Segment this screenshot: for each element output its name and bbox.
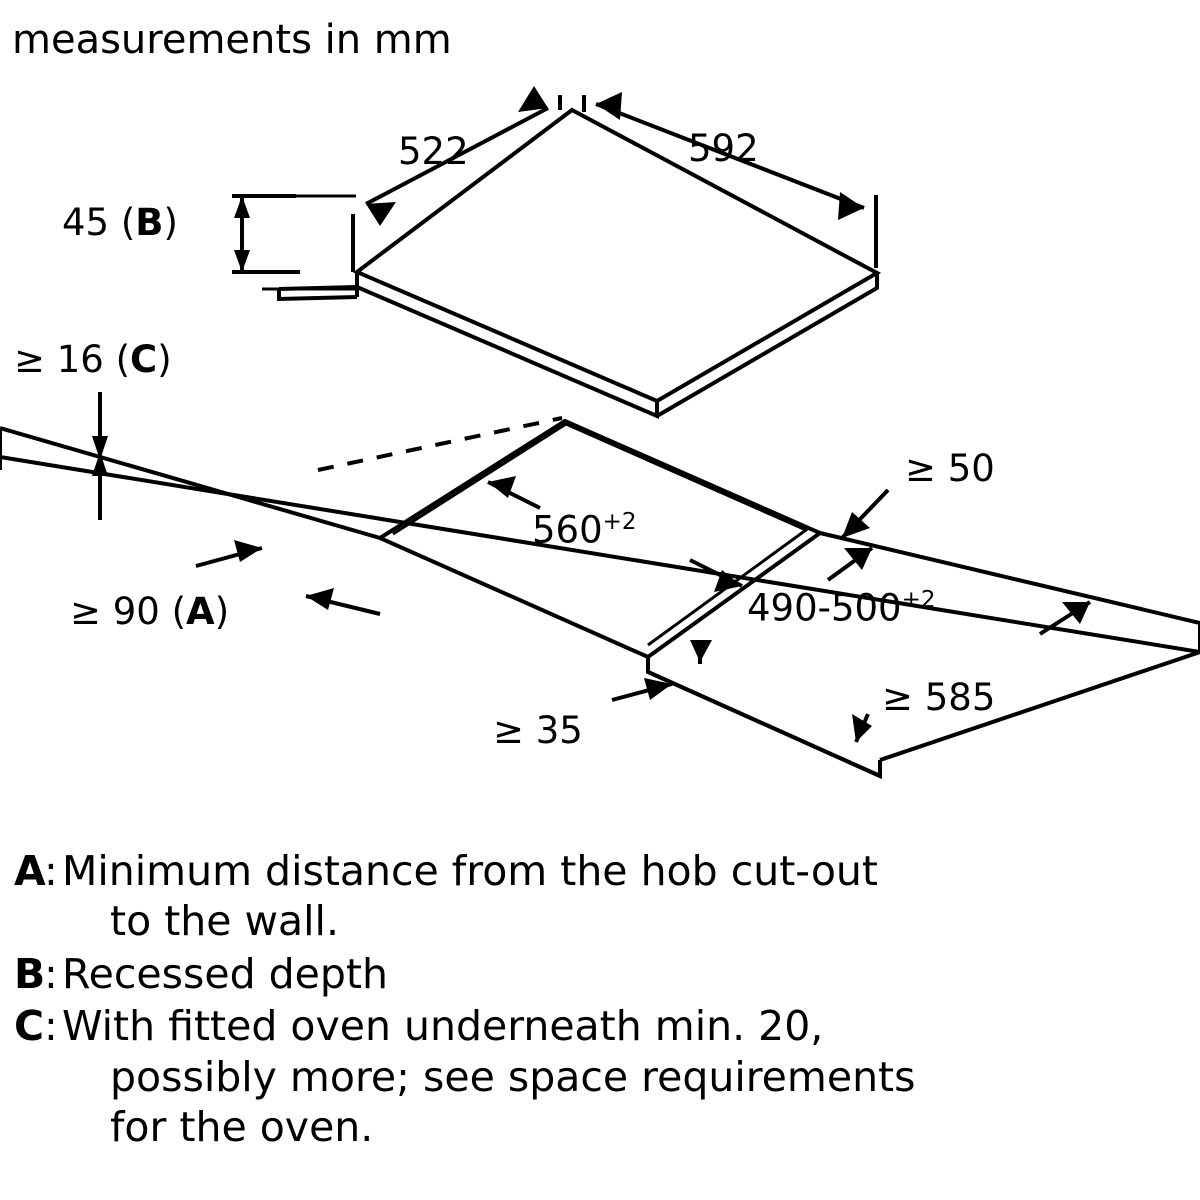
- legend-text-c-line3: for the oven.: [110, 1103, 374, 1152]
- legend-key-c: C: [14, 1002, 45, 1051]
- dimension-label-front-distance: [493, 709, 583, 752]
- dimension-label-cutout-width: [532, 508, 637, 552]
- legend-text-b: [62, 949, 1194, 999]
- dimension-paren-close-c: ): [157, 338, 172, 381]
- legend-item-a: [14, 846, 1194, 947]
- legend-colon-c: :: [44, 1002, 58, 1051]
- legend-ref-A: A: [186, 590, 215, 633]
- legend-key-a: A: [14, 847, 46, 895]
- legend-key-b: B: [14, 949, 46, 998]
- legend-text-c: [62, 1001, 1194, 1152]
- page-title: measurements in mm: [12, 17, 452, 63]
- dimension-label-worktop-depth: [882, 676, 996, 719]
- dimension-tolerance-560: +2: [602, 509, 637, 535]
- legend-text-b-line1: Recessed depth: [62, 949, 388, 998]
- legend-text-a-line1: Minimum distance from the hob cut-out: [62, 847, 878, 895]
- dimension-value-490-500: 490-500: [747, 586, 902, 630]
- dimension-value-592: 592: [688, 127, 759, 170]
- legend-ref-B: B: [135, 201, 164, 244]
- legend: [14, 846, 1194, 1155]
- dimension-value-16: ≥ 16 (: [14, 338, 131, 381]
- dimension-label-rear-distance: [905, 447, 995, 490]
- dimension-paren-close-b: ): [163, 201, 178, 244]
- dimension-tolerance-490-500: +2: [901, 587, 936, 613]
- dimension-label-cutout-depth: [747, 586, 936, 630]
- dimension-label-recessed-depth: [62, 201, 178, 244]
- dimension-paren-close-a: ): [214, 590, 230, 633]
- legend-colon-b: :: [44, 949, 58, 998]
- legend-text-a: [62, 846, 1194, 947]
- legend-colon-a: :: [44, 847, 58, 895]
- dimension-value-50: ≥ 50: [905, 447, 995, 490]
- dimension-label-522: [398, 130, 469, 173]
- dimension-value-35: ≥ 35: [493, 709, 583, 752]
- dimension-value-522: 522: [398, 130, 469, 173]
- dimension-value-585: ≥ 585: [882, 676, 996, 719]
- legend-text-a-line2: to the wall.: [110, 897, 339, 946]
- dimension-value-45: 45 (: [62, 201, 136, 244]
- legend-text-c-line1: With fitted oven underneath min. 20,: [62, 1002, 824, 1051]
- legend-item-c: [14, 1001, 1194, 1152]
- dimension-value-560: 560: [532, 508, 603, 552]
- legend-item-b: [14, 949, 1194, 999]
- legend-ref-C: C: [130, 338, 158, 381]
- legend-text-c-line2: possibly more; see space requirements: [110, 1052, 916, 1101]
- dimension-label-worktop-thickness: [14, 338, 172, 381]
- dimension-value-90: ≥ 90 (: [70, 590, 187, 633]
- dimension-label-592: [688, 127, 759, 170]
- dimension-label-wall-distance: [70, 590, 230, 633]
